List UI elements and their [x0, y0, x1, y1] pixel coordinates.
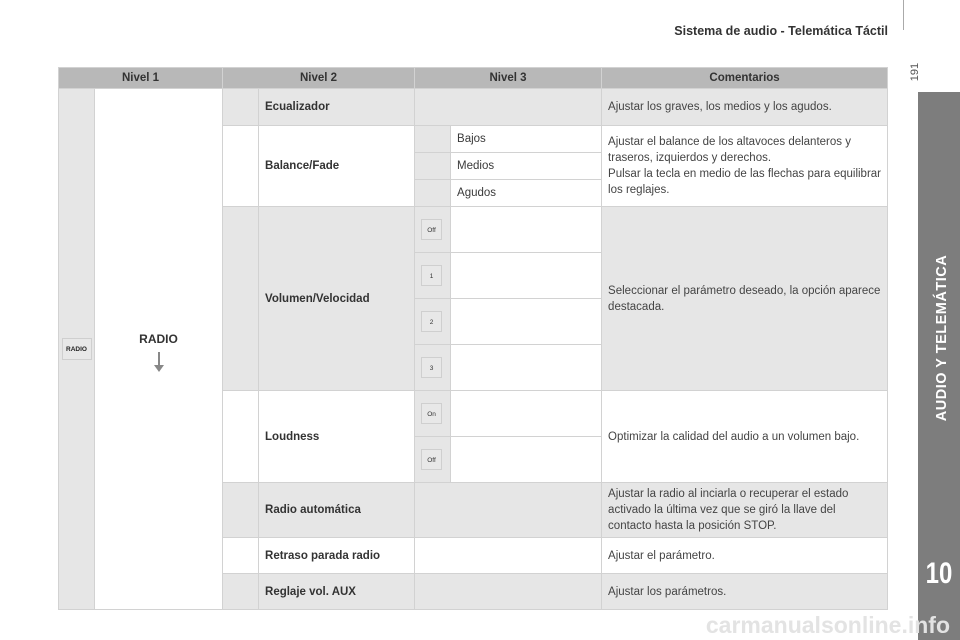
level2-label: Loudness	[259, 391, 415, 483]
chapter-number: 10	[925, 557, 953, 590]
down-arrow-icon	[158, 352, 160, 366]
level2-label: Balance/Fade	[259, 126, 415, 207]
level3-icon-cell	[415, 345, 451, 391]
comment: Seleccionar el parámetro deseado, la opción aparece destacada.	[602, 207, 888, 391]
level2-label: Reglaje vol. AUX	[259, 574, 415, 610]
header-comentarios: Comentarios	[602, 68, 888, 89]
level3-empty	[415, 574, 602, 610]
level3-icon-cell	[415, 391, 451, 437]
table-row	[59, 89, 888, 126]
side-tab-label	[922, 150, 960, 550]
level1-label-cell	[95, 89, 223, 610]
level2-icon-cell	[223, 538, 259, 574]
comment: Ajustar los parámetros.	[602, 574, 888, 610]
level3-icon-cell	[415, 437, 451, 483]
level3-icon-cell	[415, 126, 451, 153]
page-header-title: Sistema de audio - Telemática Táctil	[674, 24, 888, 38]
level3-blank	[451, 253, 602, 299]
comment: Optimizar la calidad del audio a un volumen bajo.	[602, 391, 888, 483]
level2-icon-cell	[223, 207, 259, 391]
level3-blank	[451, 299, 602, 345]
level1-icon-cell	[59, 89, 95, 610]
radio-icon: RADIO	[62, 338, 92, 360]
on-icon: On	[421, 403, 442, 424]
level2-icon-cell	[223, 574, 259, 610]
level-3-icon: 3	[421, 357, 442, 378]
level3-blank	[451, 207, 602, 253]
level-1-icon: 1	[421, 265, 442, 286]
level3-option: Medios	[451, 153, 602, 180]
watermark: carmanualsonline.info	[705, 612, 950, 638]
header-nivel-3: Nivel 3	[415, 68, 602, 89]
level3-blank	[451, 437, 602, 483]
level2-label: Volumen/Velocidad	[259, 207, 415, 391]
page-number: 191	[909, 62, 921, 82]
level2-label: Retraso parada radio	[259, 538, 415, 574]
level3-empty	[415, 89, 602, 126]
level2-icon-cell	[223, 391, 259, 483]
level-2-icon: 2	[421, 311, 442, 332]
comment: Ajustar el balance de los altavoces delanteros y traseros, izquierdos y derechos. Pulsar la tecla en medio de las flechas para equilibrar los reglajes.	[602, 126, 888, 207]
level3-option: Agudos	[451, 180, 602, 207]
side-tab-label-text: AUDIO Y TELEMÁTICA	[934, 254, 950, 422]
level3-option: Bajos	[451, 126, 602, 153]
off-icon: Off	[421, 449, 442, 470]
off-icon: Off	[421, 219, 442, 240]
level2-label: Radio automática	[259, 483, 415, 538]
level3-icon-cell	[415, 207, 451, 253]
level3-blank	[451, 391, 602, 437]
header-nivel-1: Nivel 1	[59, 68, 223, 89]
level3-icon-cell	[415, 253, 451, 299]
settings-table	[58, 67, 888, 610]
level2-icon-cell	[223, 89, 259, 126]
comment: Ajustar los graves, los medios y los agudos.	[602, 89, 888, 126]
comment: Ajustar la radio al inciarla o recuperar el estado activado la última vez que se giró la llave del contacto hasta la posición STOP.	[602, 483, 888, 538]
comment: Ajustar el parámetro.	[602, 538, 888, 574]
level2-label: Ecualizador	[259, 89, 415, 126]
level3-blank	[451, 345, 602, 391]
table-header-row	[59, 68, 888, 89]
level3-icon-cell	[415, 299, 451, 345]
level3-empty	[415, 538, 602, 574]
level3-empty	[415, 483, 602, 538]
level1-label: RADIO	[139, 332, 178, 346]
level3-icon-cell	[415, 153, 451, 180]
level3-icon-cell	[415, 180, 451, 207]
header-nivel-2: Nivel 2	[223, 68, 415, 89]
level2-icon-cell	[223, 483, 259, 538]
header-divider	[903, 0, 904, 30]
level2-icon-cell	[223, 126, 259, 207]
